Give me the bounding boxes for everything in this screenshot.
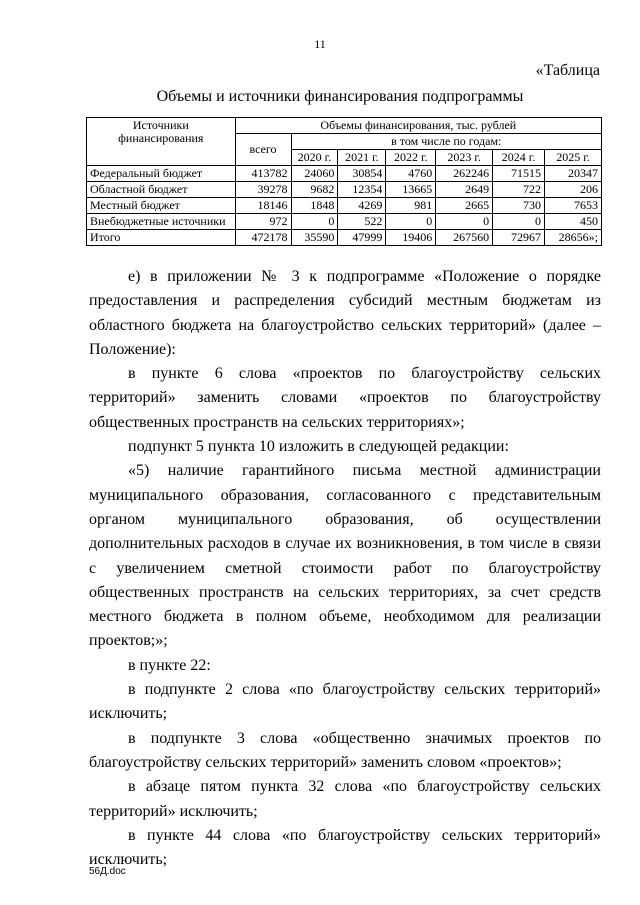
table-title: Объемы и источники финансирования подпрограммы [156,88,524,105]
cell-value: 13665 [386,182,436,198]
row-label: Внебюджетные источники [87,214,236,230]
cell-value: 24060 [291,166,338,182]
cell-value: 2665 [436,198,493,214]
cell-value: 267560 [436,230,493,246]
cell-value: 730 [493,198,545,214]
cell-value: 4760 [386,166,436,182]
paragraph: в абзаце пятом пункта 32 слова «по благоустройству сельских территорий» исключить; [89,778,601,820]
header-year: 2022 г. [386,150,436,166]
cell-value: 413782 [235,166,291,182]
header-year: 2020 г. [291,150,338,166]
paragraph: в пункте 22: [128,656,211,674]
paragraph: в подпункте 3 слова «общественно значимых проектов по благоустройству сельских территорий» заменить словом «проектов»; [89,729,601,771]
row-label: Итого [87,230,236,246]
cell-value: 981 [386,198,436,214]
cell-value: 7653 [545,198,602,214]
header-year: 2021 г. [338,150,386,166]
cell-value: 472178 [235,230,291,246]
cell-value: 28656»; [545,230,602,246]
document-body [89,265,601,872]
paragraph: в подпункте 2 слова «по благоустройству сельских территорий» исключить; [89,681,601,723]
paragraph: е) в приложении № 3 к подпрограмме «Положение о порядке предоставления и распределения субсидий местным бюджетам из областного бюджета на благоустройство сельских территорий» (далее – Положение): [89,268,601,358]
cell-value: 0 [291,214,338,230]
table-row [87,214,602,230]
table-row [87,198,602,214]
cell-value: 722 [493,182,545,198]
cell-value: 1848 [291,198,338,214]
table-row [87,182,602,198]
table-reference: «Таблица [535,62,600,79]
cell-value: 0 [436,214,493,230]
cell-value: 47999 [338,230,386,246]
cell-value: 20347 [545,166,602,182]
paragraph: подпункт 5 пункта 10 изложить в следующей редакции: [128,438,509,456]
cell-value: 450 [545,214,602,230]
table-row [87,166,602,182]
cell-value: 972 [235,214,291,230]
cell-value: 522 [338,214,386,230]
header-year: 2024 г. [493,150,545,166]
cell-value: 12354 [338,182,386,198]
cell-value: 39278 [235,182,291,198]
cell-value: 18146 [235,198,291,214]
cell-value: 9682 [291,182,338,198]
cell-value: 71515 [493,166,545,182]
row-label: Местный бюджет [87,198,236,214]
cell-value: 0 [386,214,436,230]
table-row [87,230,602,246]
paragraph: в пункте 44 слова «по благоустройству сельских территорий» исключить; [89,826,601,869]
cell-value: 206 [545,182,602,198]
row-label: Областной бюджет [87,182,236,198]
cell-value: 0 [493,214,545,230]
header-year: 2023 г. [436,150,493,166]
header-source: Источники финансирования [87,118,236,166]
header-total: всего [235,134,291,166]
cell-value: 72967 [493,230,545,246]
cell-value: 2649 [436,182,493,198]
page-number: 11 [314,37,326,51]
header-year: 2025 г. [545,150,602,166]
paragraph: в пункте 6 слова «проектов по благоустройству сельских территорий» заменить словами «проектов по благоустройству общественных пространств на сельских территориях»; [89,365,601,431]
paragraph: «5) наличие гарантийного письма местной администрации муниципального образования, согласованного с представительным органом муниципального образования, об осуществлении дополнительных расходов в случае их возникновения, в том числе в связи с увеличением сметной стоимости работ по благоустройству общественных пространств на сельских территориях, за счет средств местного бюджета в полном объеме, необходимом для реализации проектов;»; [89,462,601,650]
financing-table [86,117,602,246]
row-label: Федеральный бюджет [87,166,236,182]
footer-filename: 56Д.doc [89,866,126,877]
cell-value: 30854 [338,166,386,182]
header-by-years: в том числе по годам: [291,134,602,150]
cell-value: 19406 [386,230,436,246]
cell-value: 4269 [338,198,386,214]
cell-value: 35590 [291,230,338,246]
header-volumes: Объемы финансирования, тыс. рублей [235,118,601,134]
cell-value: 262246 [436,166,493,182]
